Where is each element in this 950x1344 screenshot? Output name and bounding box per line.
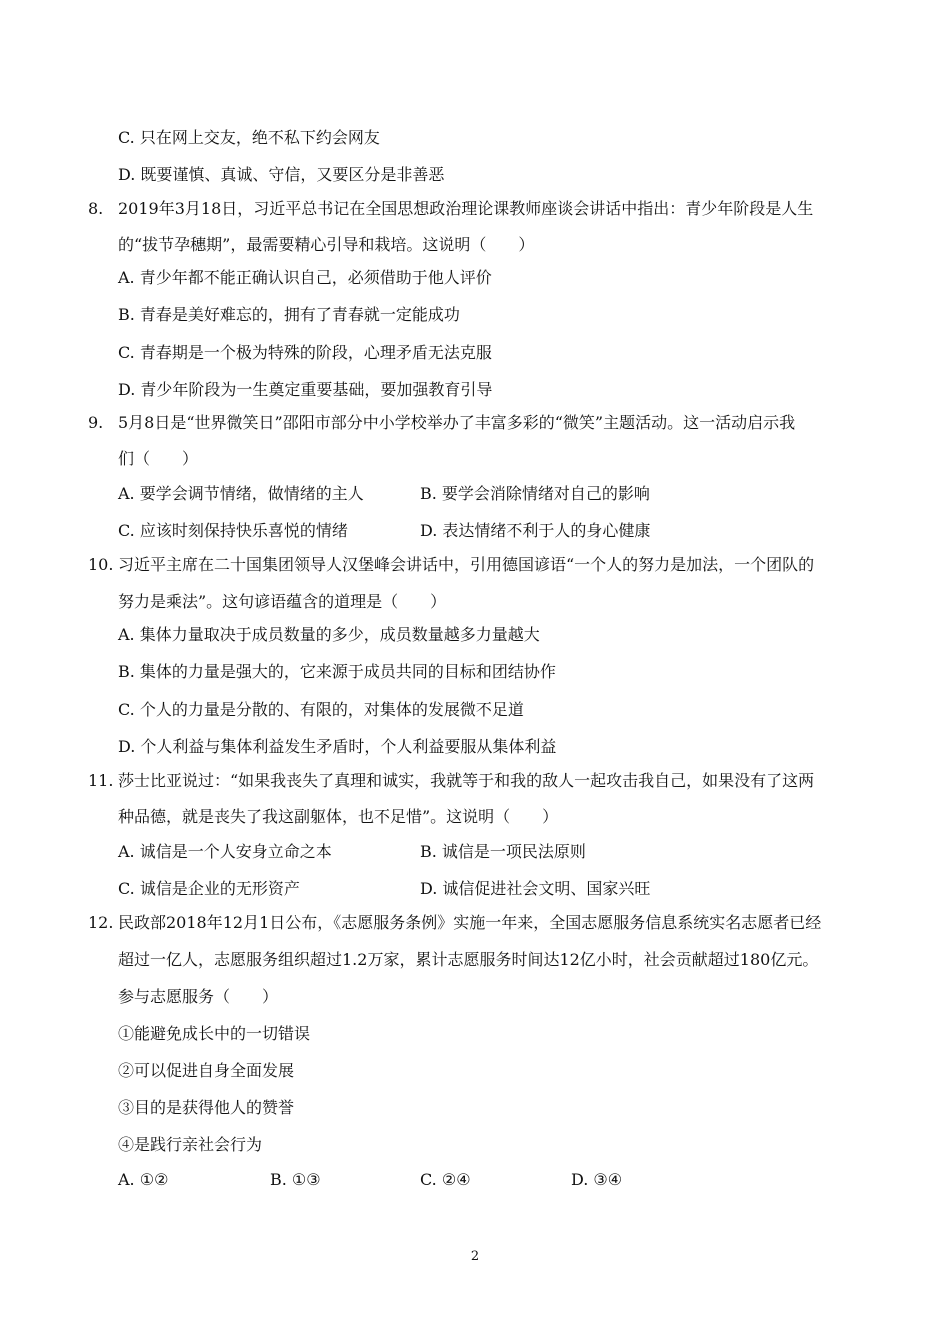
page-number: 2	[470, 1249, 480, 1264]
q9-option-d: D. 表达情绪不利于人的身心健康	[420, 521, 651, 540]
q8-option-a: A. 青少年都不能正确认识自己，必须借助于他人评价	[118, 268, 492, 287]
q9-number: 9.	[88, 413, 104, 432]
q9-option-b: B. 要学会消除情绪对自己的影响	[420, 484, 650, 503]
q12-item-1: ①能避免成长中的一切错误	[118, 1024, 311, 1043]
q9-option-a: A. 要学会调节情绪，做情绪的主人	[118, 484, 364, 503]
q7-option-c: C. 只在网上交友，绝不私下约会网友	[118, 128, 380, 147]
q8-option-c: C. 青春期是一个极为特殊的阶段，心理矛盾无法克服	[118, 343, 492, 362]
q12-stem-line1: 民政部2018年12月1日公布，《志愿服务条例》实施一年来，全国志愿服务信息系统实名志愿者已经	[118, 913, 822, 932]
q11-option-d: D. 诚信促进社会文明、国家兴旺	[420, 879, 651, 898]
q12-item-3: ③目的是获得他人的赞誉	[118, 1098, 295, 1117]
q12-option-a: A. ①②	[118, 1170, 169, 1189]
q12-number: 12.	[88, 913, 114, 932]
q12-item-4: ④是践行亲社会行为	[118, 1135, 263, 1154]
q10-number: 10.	[88, 555, 114, 574]
q11-option-c: C. 诚信是企业的无形资产	[118, 879, 300, 898]
q10-option-d: D. 个人利益与集体利益发生矛盾时，个人利益要服从集体利益	[118, 737, 557, 756]
q8-stem-line1: 2019年3月18日，习近平总书记在全国思想政治理论课教师座谈会讲话中指出：青少年阶段是人生	[118, 199, 814, 218]
q10-option-a: A. 集体力量取决于成员数量的多少，成员数量越多力量越大	[118, 625, 540, 644]
q8-option-d: D. 青少年阶段为一生奠定重要基础，要加强教育引导	[118, 380, 493, 399]
q12-option-d: D. ③④	[571, 1170, 623, 1189]
q9-stem-line1: 5月8日是“世界微笑日”邵阳市部分中小学校举办了丰富多彩的“微笑”主题活动。这一活动启示我	[118, 413, 796, 432]
q11-option-a: A. 诚信是一个人安身立命之本	[118, 842, 332, 861]
q8-stem-line2: 的“拔节孕穗期”，最需要精心引导和栽培。这说明（ ）	[118, 235, 535, 254]
q10-stem-line2: 努力是乘法”。这句谚语蕴含的道理是（ ）	[118, 592, 447, 611]
q12-stem-line3: 参与志愿服务（ ）	[118, 987, 279, 1006]
q12-item-2: ②可以促进自身全面发展	[118, 1061, 295, 1080]
q8-number: 8.	[88, 199, 104, 218]
q12-option-b: B. ①③	[270, 1170, 321, 1189]
q11-stem-line2: 种品德，就是丧失了我这副躯体，也不足惜”。这说明（ ）	[118, 807, 559, 826]
q11-stem-line1: 莎士比亚说过：“如果我丧失了真理和诚实，我就等于和我的敌人一起攻击我自己，如果没有了这两	[118, 771, 815, 790]
q11-number: 11.	[88, 771, 114, 790]
q10-stem-line1: 习近平主席在二十国集团领导人汉堡峰会讲话中，引用德国谚语“一个人的努力是加法，一个团队的	[118, 555, 815, 574]
q12-stem-line2: 超过一亿人，志愿服务组织超过1.2万家，累计志愿服务时间达12亿小时，社会贡献超过180亿元。	[118, 950, 819, 969]
q9-option-c: C. 应该时刻保持快乐喜悦的情绪	[118, 521, 348, 540]
q10-option-c: C. 个人的力量是分散的、有限的，对集体的发展微不足道	[118, 700, 524, 719]
q9-stem-line2: 们（ ）	[118, 449, 199, 468]
q7-option-d: D. 既要谨慎、真诚、守信，又要区分是非善恶	[118, 165, 445, 184]
q8-option-b: B. 青春是美好难忘的，拥有了青春就一定能成功	[118, 305, 460, 324]
q10-option-b: B. 集体的力量是强大的，它来源于成员共同的目标和团结协作	[118, 662, 556, 681]
q11-option-b: B. 诚信是一项民法原则	[420, 842, 586, 861]
q12-option-c: C. ②④	[420, 1170, 471, 1189]
